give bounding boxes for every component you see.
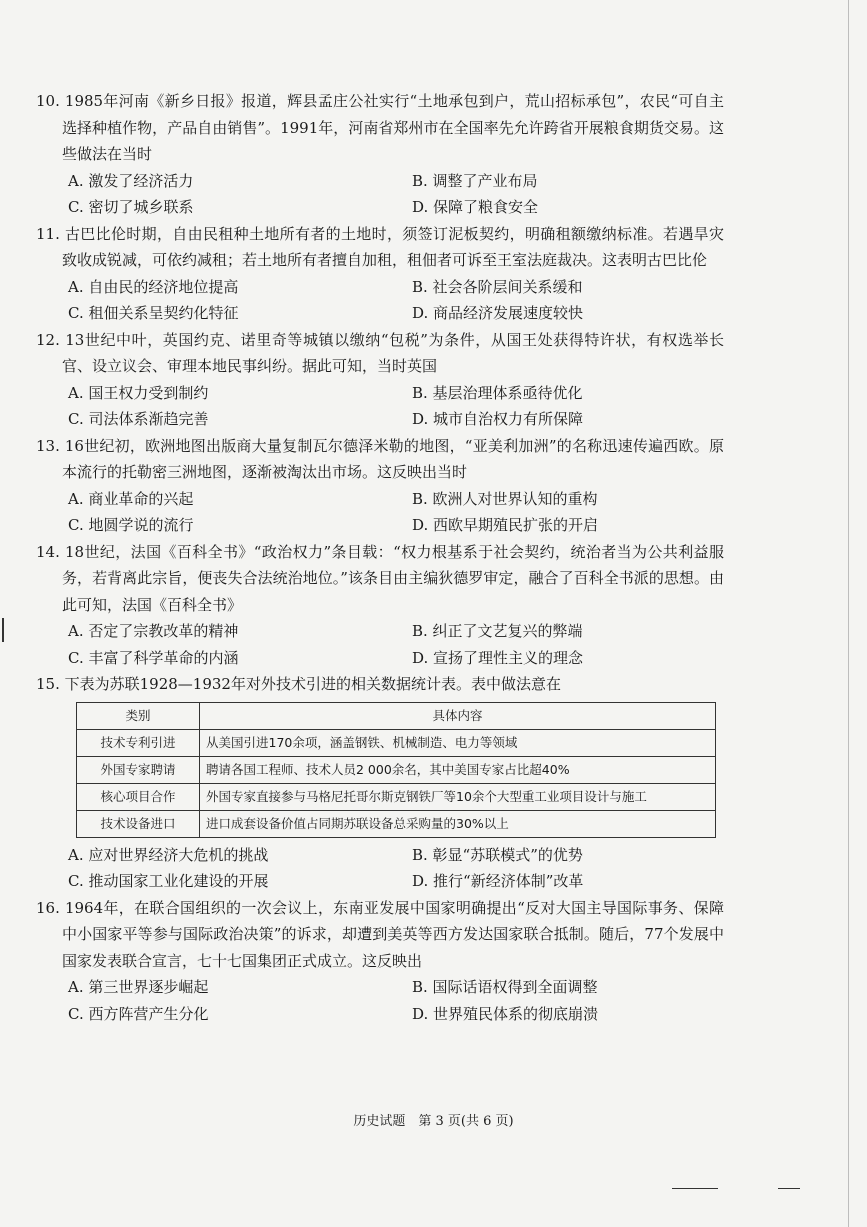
option-a: A. 激发了经济活力 bbox=[68, 171, 194, 190]
option-c: C. 密切了城乡联系 bbox=[68, 198, 194, 216]
table-header-row bbox=[77, 702, 716, 729]
table-cell-category: 外国专家聘请 bbox=[77, 756, 200, 783]
table-row bbox=[77, 729, 716, 756]
scan-margin-mark bbox=[2, 618, 4, 642]
option-a: A. 否定了宗教改革的精神 bbox=[68, 622, 239, 640]
question-stem: 16. 1964年，在联合国组织的一次会议上，东南亚发展中国家明确提出“反对大国主导国际事务、保障中小国家平等参与国际政治决策”的诉求，却遭到美英等西方发达国家联合抵制。随后，77个发展中国家发表联合宣言，七十七国集团正式成立。这反映出 bbox=[36, 898, 724, 970]
question-stem: 13. 16世纪初，欧洲地图出版商大量复制瓦尔德泽米勒的地图，“亚美利加洲”的名称迅速传遍西欧。原本流行的托勒密三洲地图，逐渐被淘汰出市场。这反映出当时 bbox=[36, 436, 724, 481]
tech-import-table bbox=[76, 702, 716, 838]
question-15 bbox=[36, 671, 724, 895]
option-c: C. 丰富了科学革命的内涵 bbox=[68, 648, 239, 667]
question-16 bbox=[36, 895, 724, 1028]
table-cell-category: 技术专利引进 bbox=[77, 729, 200, 756]
options bbox=[36, 974, 724, 1027]
question-12 bbox=[36, 327, 724, 433]
table-header-category: 类别 bbox=[77, 702, 200, 729]
options bbox=[36, 842, 724, 895]
question-11 bbox=[36, 221, 724, 327]
option-b: B. 基层治理体系亟待优化 bbox=[412, 383, 583, 402]
scan-foot-mark bbox=[778, 1188, 800, 1189]
question-stem: 10. 1985年河南《新乡日报》报道，辉县孟庄公社实行“土地承包到户，荒山招标承包”，农民“可自主选择种植作物，产品自由销售”。1991年，河南省郑州市在全国率先允许跨省开展粮食期货交易。这些做法在当时 bbox=[36, 92, 724, 163]
option-a: A. 自由民的经济地位提高 bbox=[68, 277, 239, 296]
table-row bbox=[77, 783, 716, 810]
option-d: D. 商品经济发展速度较快 bbox=[412, 304, 584, 322]
option-b: B. 调整了产业布局 bbox=[412, 171, 538, 190]
table-cell-content: 从美国引进170余项，涵盖钢铁、机械制造、电力等领域 bbox=[200, 729, 716, 756]
question-14 bbox=[36, 539, 724, 672]
options bbox=[36, 486, 724, 539]
options bbox=[36, 618, 724, 671]
options bbox=[36, 274, 724, 327]
option-d: D. 推行“新经济体制”改革 bbox=[412, 872, 584, 890]
table-cell-category: 核心项目合作 bbox=[77, 783, 200, 810]
question-stem: 15. 下表为苏联1928—1932年对外技术引进的相关数据统计表。表中做法意在 bbox=[36, 675, 561, 693]
table-header-content: 具体内容 bbox=[200, 702, 716, 729]
option-b: B. 欧洲人对世界认知的重构 bbox=[412, 489, 598, 508]
question-stem: 11. 古巴比伦时期，自由民租种土地所有者的土地时，须签订泥板契约，明确租额缴纳标准。若遇旱灾致收成锐减，可依约减租；若土地所有者擅自加租，租佃者可诉至王室法庭裁决。这表明古巴比伦 bbox=[36, 224, 724, 269]
question-stem: 14. 18世纪，法国《百科全书》“政治权力”条目载：“权力根基系于社会契约，统治者当为公共利益服务，若背离此宗旨，便丧失合法统治地位。”该条目由主编狄德罗审定，融合了百科全书派的思想。由此可知，法国《百科全书》 bbox=[36, 542, 724, 614]
option-b: B. 社会各阶层间关系缓和 bbox=[412, 277, 583, 296]
option-c: C. 西方阵营产生分化 bbox=[68, 1004, 209, 1023]
option-a: A. 应对世界经济大危机的挑战 bbox=[68, 845, 269, 864]
option-c: C. 司法体系渐趋完善 bbox=[68, 410, 209, 428]
option-d: D. 西欧早期殖民扩张的开启 bbox=[412, 516, 599, 534]
question-13 bbox=[36, 433, 724, 539]
option-d: D. 宣扬了理性主义的理念 bbox=[412, 648, 584, 667]
option-c: C. 租佃关系呈契约化特征 bbox=[68, 304, 239, 322]
option-d: D. 保障了粮食安全 bbox=[412, 198, 539, 216]
table-cell-content: 进口成套设备价值占同期苏联设备总采购量的30%以上 bbox=[200, 810, 716, 837]
page-footer: 历史试题 第 3 页(共 6 页) bbox=[353, 1114, 514, 1129]
table-cell-content: 聘请各国工程师、技术人员2 000余名，其中美国专家占比超40% bbox=[200, 756, 716, 783]
option-b: B. 彰显“苏联模式”的优势 bbox=[412, 845, 583, 864]
table-cell-content: 外国专家直接参与马格尼托哥尔斯克钢铁厂等10余个大型重工业项目设计与施工 bbox=[200, 783, 716, 810]
table-row bbox=[77, 810, 716, 837]
scan-foot-mark bbox=[672, 1188, 718, 1189]
option-c: C. 推动国家工业化建设的开展 bbox=[68, 872, 269, 890]
option-a: A. 国王权力受到制约 bbox=[68, 383, 209, 402]
question-10 bbox=[36, 88, 724, 221]
option-c: C. 地圆学说的流行 bbox=[68, 516, 194, 534]
table-row bbox=[77, 756, 716, 783]
option-b: B. 纠正了文艺复兴的弊端 bbox=[412, 622, 583, 640]
options bbox=[36, 380, 724, 433]
question-stem: 12. 13世纪中叶，英国约克、诺里奇等城镇以缴纳“包税”为条件，从国王处获得特许状，有权选举长官、设立议会、审理本地民事纠纷。据此可知，当时英国 bbox=[36, 330, 724, 375]
option-a: A. 商业革命的兴起 bbox=[68, 489, 194, 508]
question-list bbox=[36, 88, 724, 1027]
option-d: D. 城市自治权力有所保障 bbox=[412, 410, 584, 428]
options bbox=[36, 168, 724, 221]
option-d: D. 世界殖民体系的彻底崩溃 bbox=[412, 1004, 599, 1023]
table-cell-category: 技术设备进口 bbox=[77, 810, 200, 837]
option-b: B. 国际话语权得到全面调整 bbox=[412, 978, 598, 996]
option-a: A. 第三世界逐步崛起 bbox=[68, 978, 209, 996]
scan-edge-line bbox=[848, 0, 849, 1227]
